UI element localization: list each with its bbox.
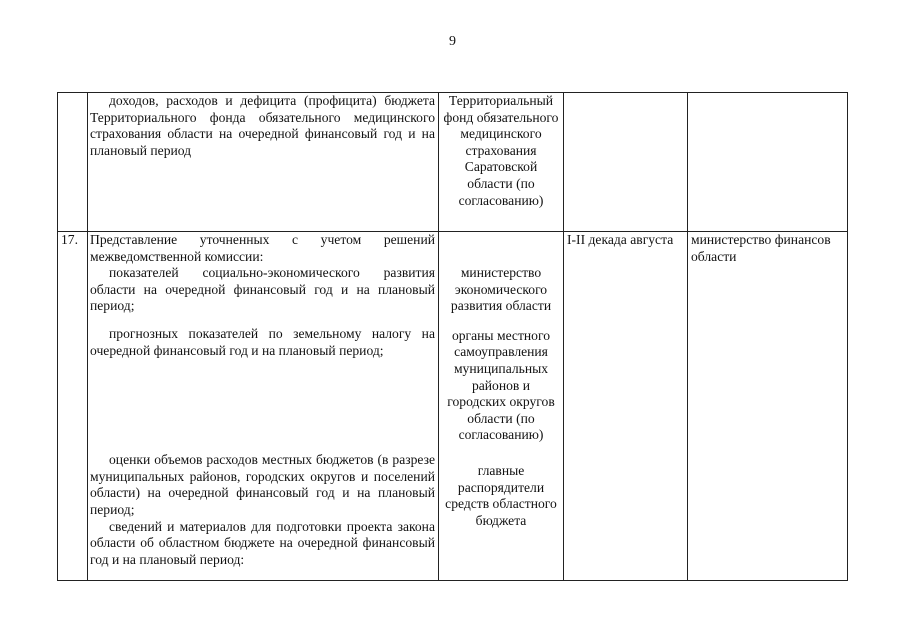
cell-term: I-II декада августа [564, 232, 688, 581]
cell-task [88, 93, 439, 232]
cell-responsible [439, 232, 564, 581]
task-item-4: сведений и материалов для подготовки проекта закона области об областном бюджете на очередной финансовый год и на плановый период: [90, 518, 435, 567]
cell-term-empty [564, 93, 688, 232]
task-text: доходов, расходов и дефицита (профицита) бюджета Территориального фонда обязательного медицинского страхования области на очередной финансовый год и на плановый период [90, 93, 435, 158]
cell-task [88, 232, 439, 581]
cell-executor: министерство финансов области [688, 232, 848, 581]
page-number: 9 [449, 34, 456, 49]
table-row-continued [58, 93, 848, 232]
cell-responsible [439, 93, 564, 232]
cell-number-empty [58, 93, 88, 232]
task-intro: Представление уточненных с учетом решений межведомственной комиссии: [90, 232, 435, 264]
task-item-3: оценки объемов расходов местных бюджетов (в разрезе муниципальных районов, городских округов и поселений области) на очередной финансовый год и на плановый период; [90, 452, 435, 517]
responsible-item-1: министерство экономического развития области [450, 265, 552, 314]
responsible-item-2: органы местного самоуправления муниципальных районов и городских округов области (по согласованию) [447, 327, 555, 443]
task-item-2: прогнозных показателей по земельному налогу на очередной финансовый год и на плановый период; [90, 325, 435, 358]
task-item-1: показателей социально-экономического развития области на очередной финансовый год и на плановый период; [90, 265, 435, 314]
plan-table [57, 92, 848, 581]
table-row-17 [58, 232, 848, 581]
row-number: 17. [58, 232, 88, 581]
cell-executor-empty [688, 93, 848, 232]
responsible-text: Территориальный фонд обязательного медицинского страхования Саратовской области (по согласованию) [443, 93, 559, 208]
responsible-item-3: главные распорядители средств областного бюджета [445, 462, 557, 528]
